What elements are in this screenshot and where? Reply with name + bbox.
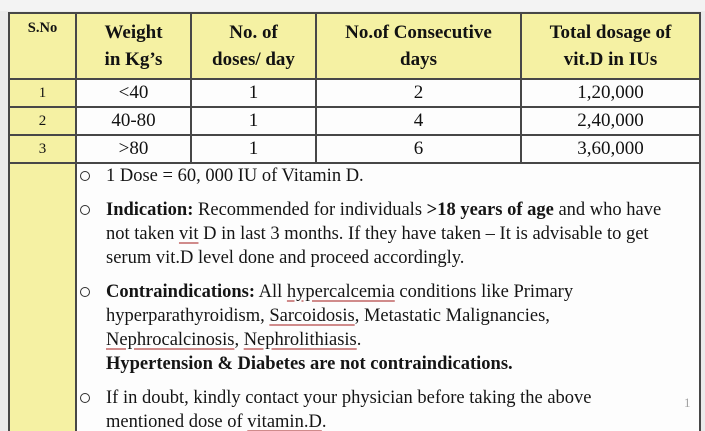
header-line: in Kg’s (104, 49, 163, 70)
circle-bullet-icon (80, 205, 90, 215)
weight-cell: 40-80 (76, 107, 191, 135)
note-item-dose-definition (77, 164, 699, 188)
header-line: No.of Consecutive (345, 22, 492, 43)
note-text: Indication: Recommended for individuals >18 years of age and who have not taken vit D in last 3 months. If they have taken – It is advisable to get serum vit.D level done and proceed accordingly. (106, 200, 662, 268)
column-header-sno (9, 13, 76, 79)
total-dosage-cell: 1,20,000 (521, 79, 700, 107)
notes-left-spacer-cell (9, 163, 76, 431)
total-dosage-cell: 3,60,000 (521, 135, 700, 163)
note-text: 1 Dose = 60, 000 IU of Vitamin D. (106, 166, 364, 186)
vitamin-d-dosage-table (8, 12, 701, 431)
table-row (9, 107, 700, 135)
header-line: Total dosage of (549, 22, 672, 43)
page-number: 1 (684, 395, 691, 410)
weight-cell: >80 (76, 135, 191, 163)
column-header-consecutive-days (316, 13, 521, 79)
column-header-doses-per-day (191, 13, 316, 79)
column-header-total-dosage (521, 13, 700, 79)
days-cell: 4 (316, 107, 521, 135)
notes-row (9, 163, 700, 431)
header-line: No. of (229, 22, 278, 43)
page-top-margin (0, 0, 705, 11)
header-line: doses/ day (212, 49, 295, 70)
table-row (9, 135, 700, 163)
circle-bullet-icon (80, 171, 90, 181)
sno-cell: 3 (9, 135, 76, 163)
days-cell: 2 (316, 79, 521, 107)
doses-cell: 1 (191, 135, 316, 163)
sno-cell: 2 (9, 107, 76, 135)
note-text: If in doubt, kindly contact your physician before taking the above mentioned dose of vitamin.D. (106, 388, 592, 431)
notes-cell (76, 163, 700, 431)
weight-cell: <40 (76, 79, 191, 107)
note-item-contraindications (77, 280, 699, 376)
note-text: Contraindications: All hypercalcemia conditions like Primary hyperparathyroidism, Sarcoidosis, Metastatic Malignancies, Nephrocalcinosis, Nephrolithiasis. Hypertension & Diabetes are not contraindications. (106, 282, 574, 374)
note-item-doubt-advice (77, 386, 699, 431)
sno-cell: 1 (9, 79, 76, 107)
circle-bullet-icon (80, 393, 90, 403)
total-dosage-cell: 2,40,000 (521, 107, 700, 135)
doses-cell: 1 (191, 79, 316, 107)
doses-cell: 1 (191, 107, 316, 135)
header-line: days (400, 49, 437, 70)
column-header-weight (76, 13, 191, 79)
note-item-indication (77, 198, 699, 270)
header-line: Weight (104, 22, 163, 43)
header-line: S.No (27, 20, 58, 36)
days-cell: 6 (316, 135, 521, 163)
table-header-row (9, 13, 700, 79)
table-row (9, 79, 700, 107)
circle-bullet-icon (80, 287, 90, 297)
header-line: vit.D in IUs (563, 49, 658, 70)
